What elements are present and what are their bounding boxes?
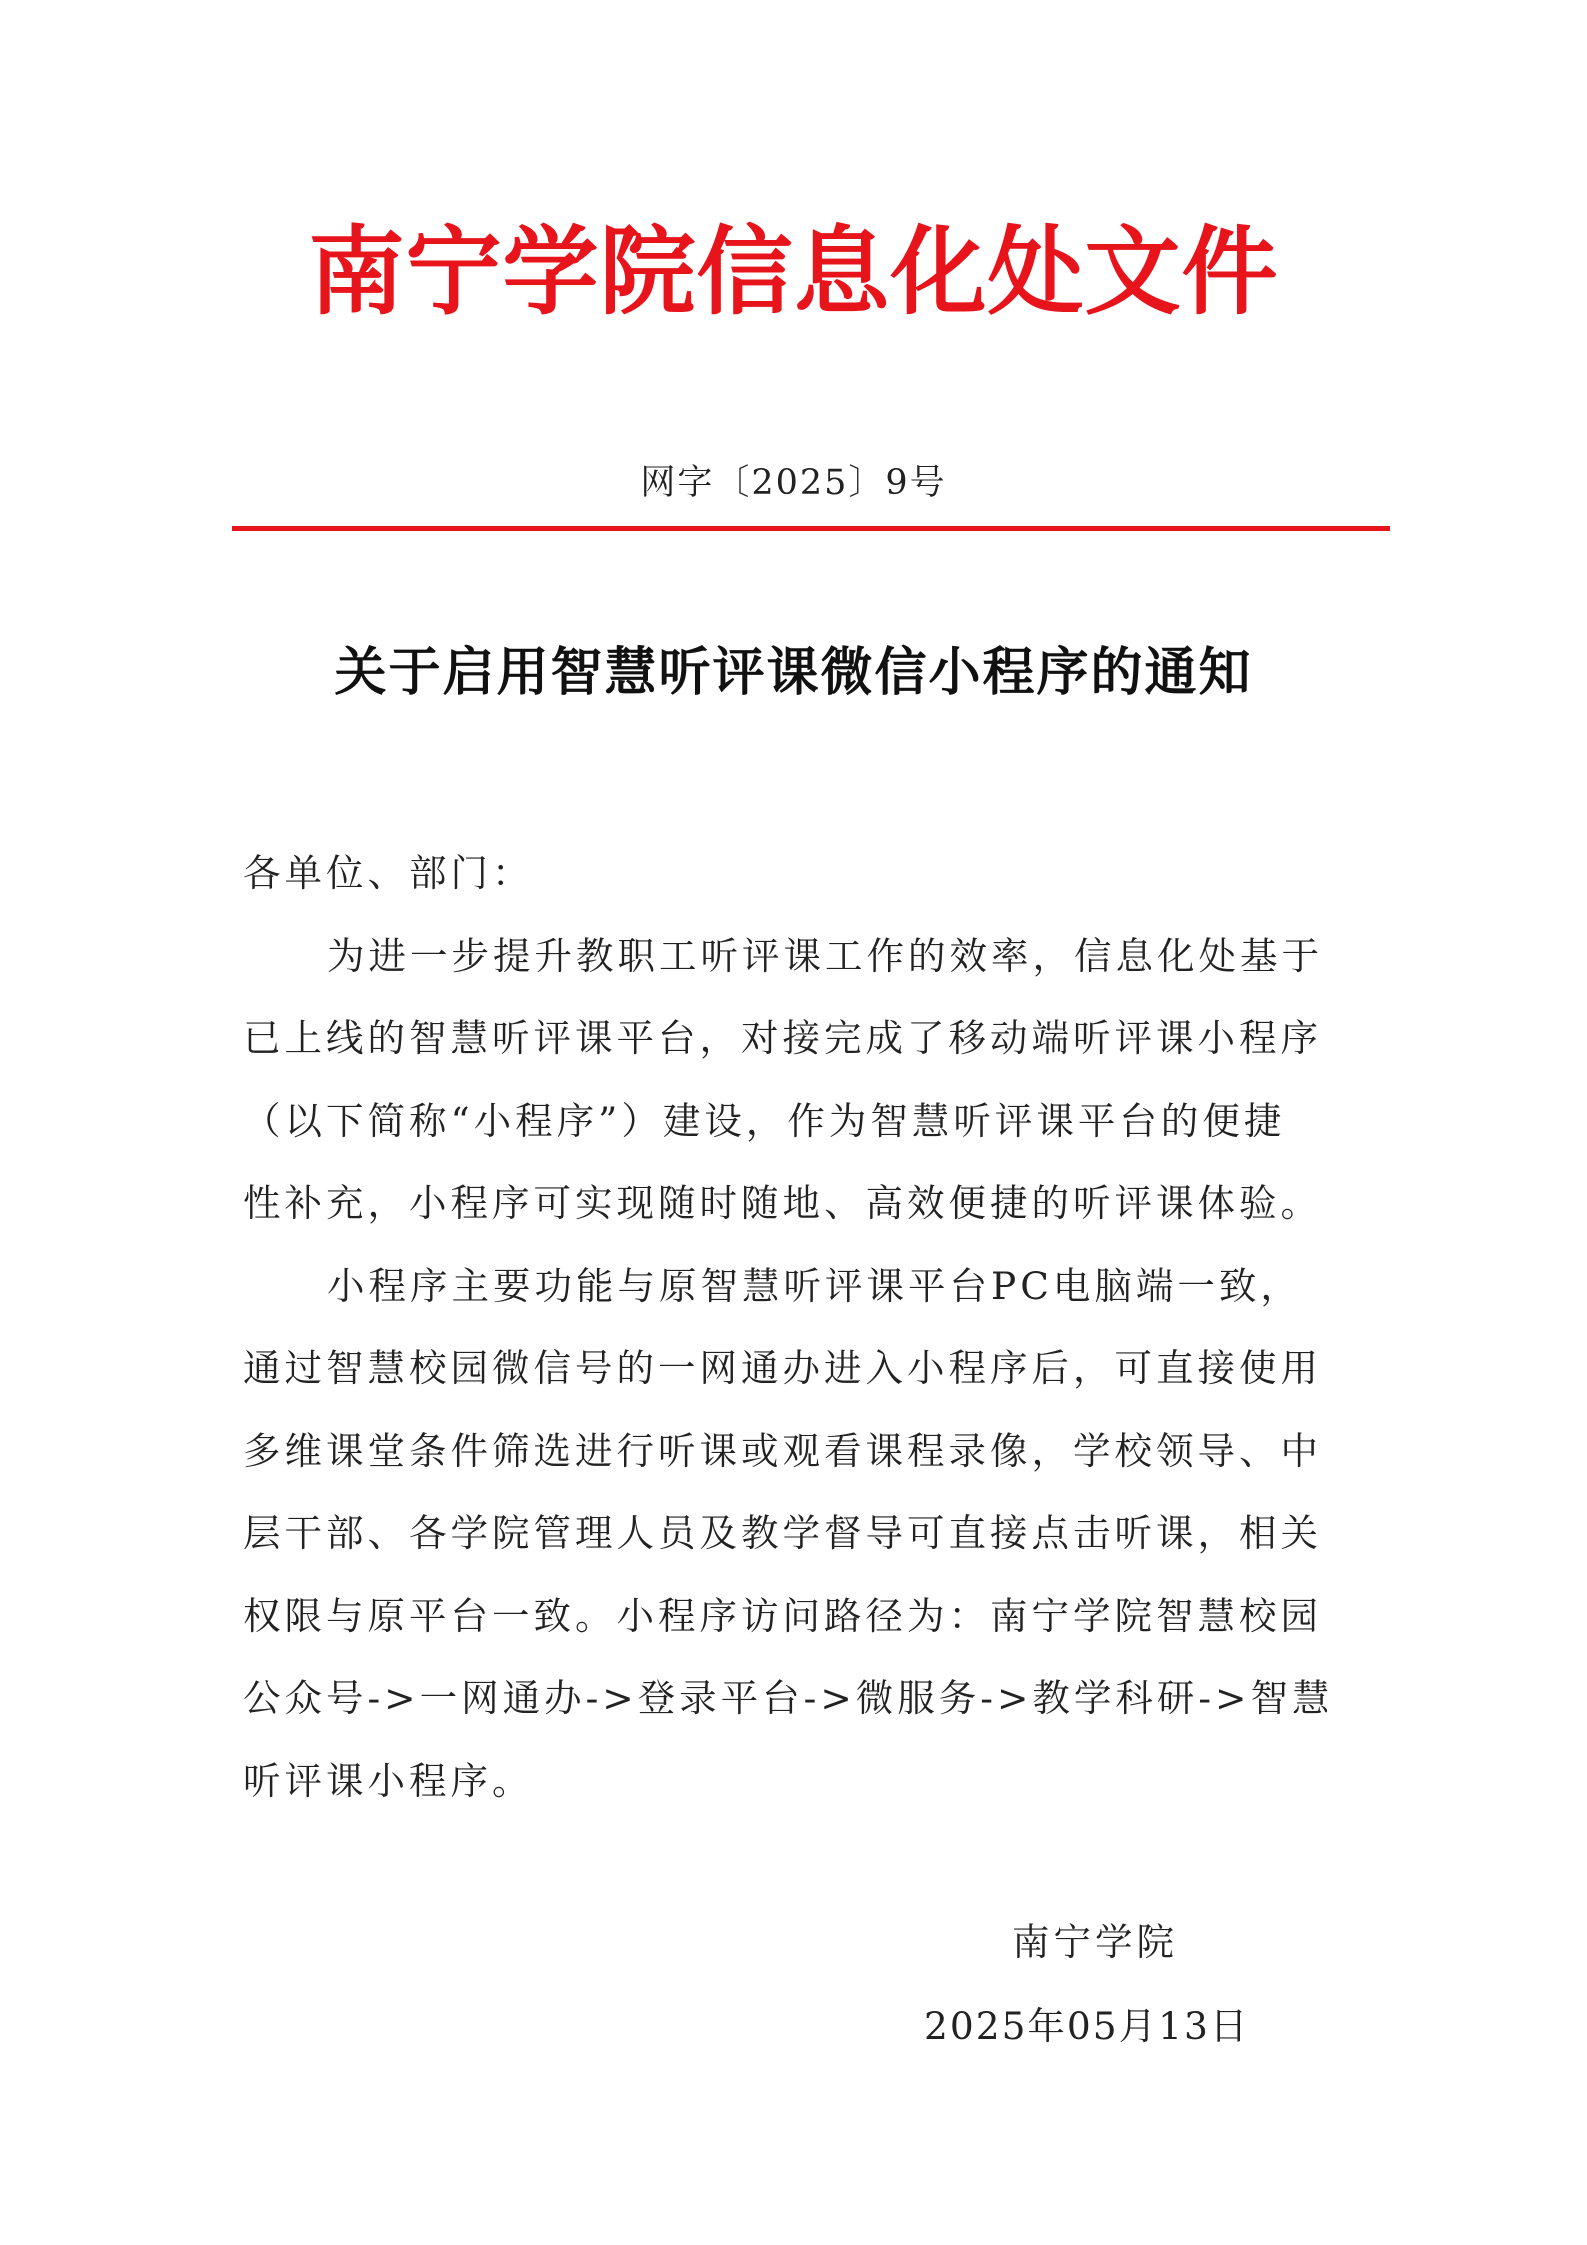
red-divider-rule bbox=[232, 526, 1390, 531]
body-line: 层干部、各学院管理人员及教学督导可直接点击听课，相关 bbox=[243, 1511, 1322, 1555]
body-line: 多维课堂条件筛选进行听课或观看课程录像，学校领导、中 bbox=[243, 1428, 1322, 1473]
notice-body bbox=[243, 832, 1343, 1822]
signature-organization: 南宁学院 bbox=[1012, 1920, 1178, 1964]
body-line: 听评课小程序。 bbox=[243, 1758, 534, 1803]
document-masthead: 南宁学院信息化处文件 bbox=[308, 215, 1279, 328]
body-line: 性补充，小程序可实现随时随地、高效便捷的听评课体验。 bbox=[243, 1181, 1322, 1225]
body-line: 权限与原平台一致。小程序访问路径为：南宁学院智慧校园 bbox=[243, 1593, 1322, 1638]
document-number: 网字〔2025〕9号 bbox=[640, 463, 947, 503]
salutation: 各单位、部门： bbox=[243, 851, 534, 895]
body-line: 小程序主要功能与原智慧听评课平台PC电脑端一致， bbox=[327, 1263, 1302, 1308]
body-line: 通过智慧校园微信号的一网通办进入小程序后，可直接使用 bbox=[243, 1346, 1322, 1390]
signature-date: 2025年05月13日 bbox=[924, 2004, 1250, 2048]
body-line: 为进一步提升教职工听评课工作的效率，信息化处基于 bbox=[327, 933, 1323, 978]
body-line: 公众号->一网通办->登录平台->微服务->教学科研->智慧 bbox=[243, 1676, 1334, 1720]
body-line: 已上线的智慧听评课平台，对接完成了移动端听评课小程序 bbox=[243, 1016, 1322, 1060]
notice-title: 关于启用智慧听评课微信小程序的通知 bbox=[334, 643, 1253, 703]
body-line: （以下简称“小程序”）建设，作为智慧听评课平台的便捷 bbox=[243, 1098, 1286, 1143]
